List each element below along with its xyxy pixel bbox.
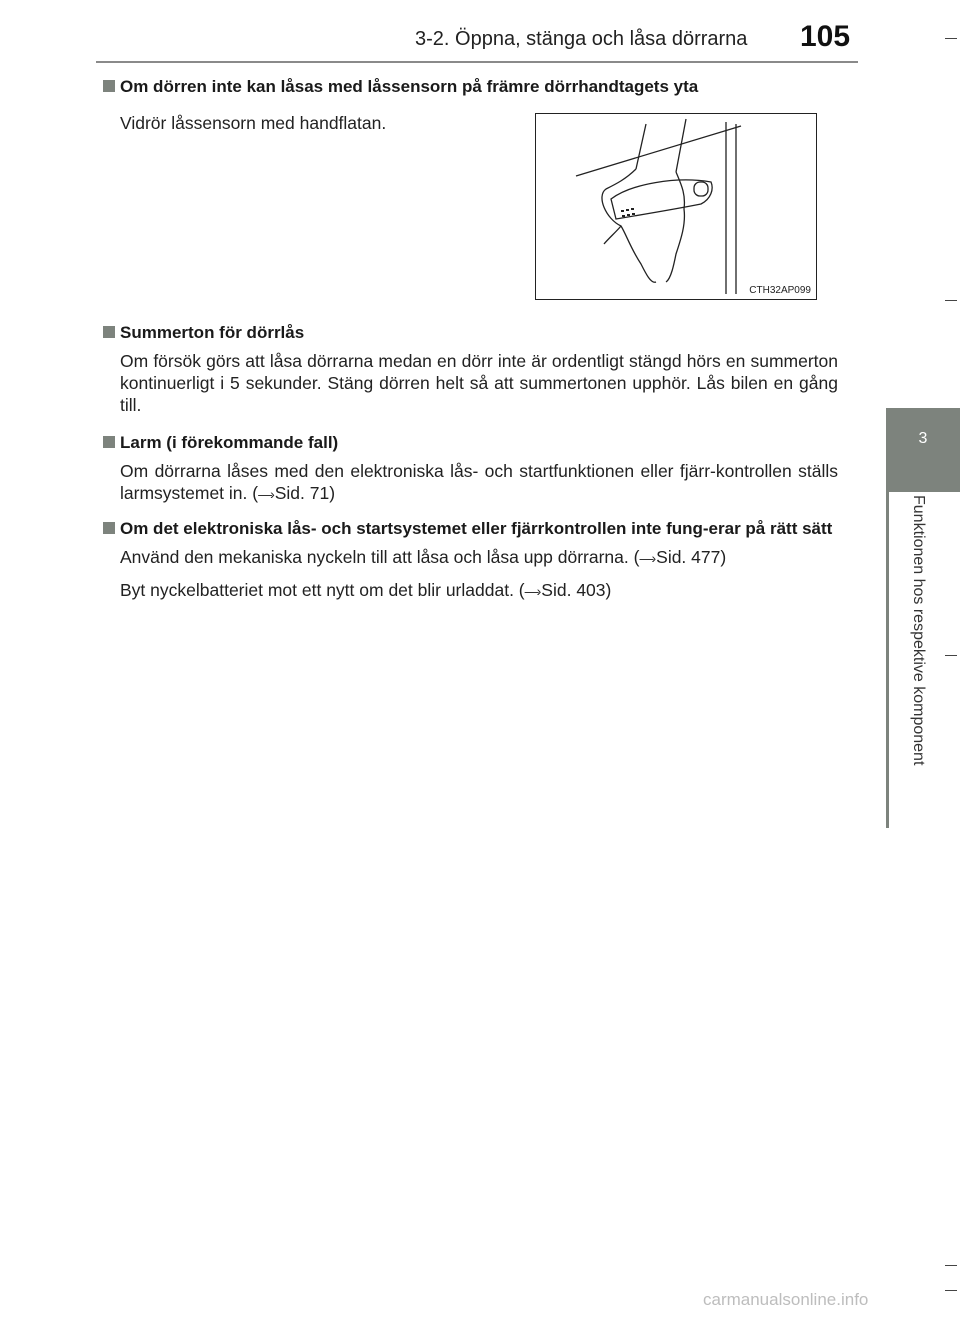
- square-bullet-icon: [103, 80, 115, 92]
- section-heading: Larm (i förekommande fall): [103, 432, 838, 454]
- arrow-right-icon: —›: [639, 550, 655, 566]
- page-reference-link[interactable]: Sid. 403): [541, 580, 612, 600]
- page-reference-link[interactable]: Sid. 71): [274, 483, 336, 503]
- square-bullet-icon: [103, 522, 115, 534]
- margin-tick: [945, 1265, 957, 1266]
- running-header-title: 3-2. Öppna, stänga och låsa dörrarna: [415, 28, 748, 50]
- chapter-label: Funktionen hos respektive komponent: [910, 495, 927, 766]
- margin-tick: [945, 38, 957, 39]
- margin-tick: [945, 655, 957, 656]
- square-bullet-icon: [103, 436, 115, 448]
- page-number: 105: [800, 20, 851, 53]
- illustration-hand-door-handle: [535, 113, 817, 300]
- hand-on-door-handle-icon: [536, 114, 818, 301]
- section-alarm: [103, 432, 838, 505]
- section-paragraph: Använd den mekaniska nyckeln till att låsa och låsa upp dörrarna. (—› Sid. 477): [120, 547, 727, 567]
- arrow-right-icon: —›: [524, 583, 540, 599]
- margin-tick: [945, 300, 957, 301]
- section-paragraph: Vidrör låssensorn med handflatan.: [120, 113, 387, 133]
- section-heading: Om det elektroniska lås- och startsystemet eller fjärrkontrollen inte fung-erar på rätt sätt: [103, 518, 838, 540]
- arrow-right-icon: —›: [258, 486, 273, 502]
- chapter-tab[interactable]: [886, 408, 960, 492]
- chapter-number: 3: [918, 430, 928, 447]
- watermark: carmanualsonline.info: [703, 1290, 869, 1309]
- section-paragraph: Byt nyckelbatteriet mot ett nytt om det blir urladdat. (—› Sid. 403): [120, 580, 612, 600]
- section-paragraph: Om dörrarna låses med den elektroniska lås- och startfunktionen eller fjärr-kontrollen ställs larmsystemet in. (—› Sid. 71): [120, 461, 838, 503]
- section-heading: Summerton för dörrlås: [103, 322, 838, 344]
- section-buzzer: [103, 322, 838, 416]
- section-heading: Om dörren inte kan låsas med låssensorn på främre dörrhandtagets yta: [103, 76, 838, 98]
- section-paragraph: Om försök görs att låsa dörrarna medan en dörr inte är ordentligt stängd hörs en summerton kontinuerligt i 5 sekunder. Stäng dörren helt så att summertonen upphör. Lås bilen en gång till.: [120, 351, 838, 415]
- section-key-system-failure: [103, 518, 838, 602]
- header-rule: [96, 61, 858, 63]
- figure-code: CTH32AP099: [749, 285, 811, 296]
- page-reference-link[interactable]: Sid. 477): [656, 547, 727, 567]
- square-bullet-icon: [103, 326, 115, 338]
- margin-tick: [945, 1290, 957, 1291]
